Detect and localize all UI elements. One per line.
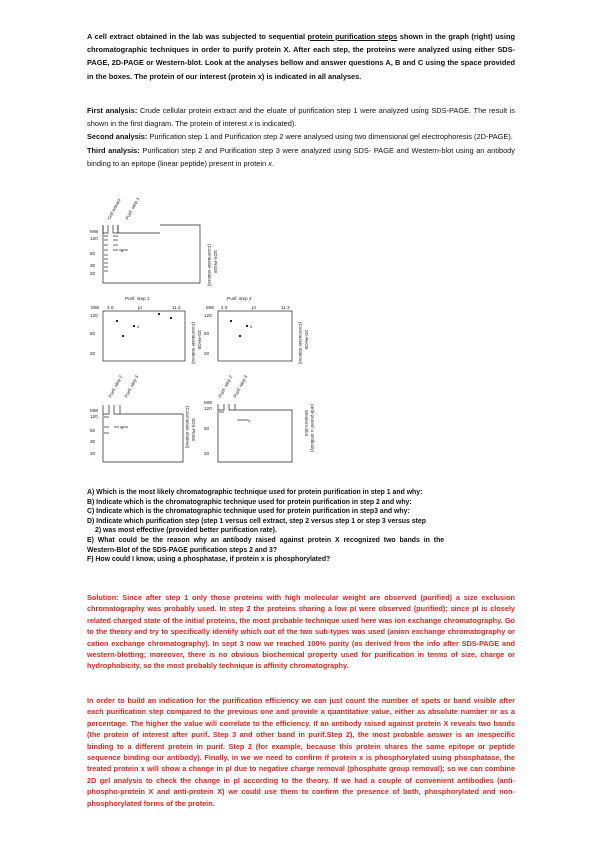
gel1-lane2-bands	[113, 236, 118, 250]
mw-20: 20	[90, 271, 96, 276]
question-a: A) Which is the most likely chromatographic technique used for protein purification in step 1 and why:	[87, 489, 423, 496]
purification-steps-link[interactable]: protein purification steps	[307, 32, 398, 41]
mw-120: 120	[90, 236, 98, 241]
mw-30: 30	[90, 263, 96, 268]
lane-label-purif1: Purif. step 1	[124, 196, 141, 221]
svg-text:Purif. step 2: Purif. step 2	[217, 374, 234, 399]
svg-text:50: 50	[90, 428, 96, 433]
svg-text:pI: pI	[252, 305, 256, 310]
svg-text:20: 20	[204, 351, 210, 356]
gel2-frame	[103, 311, 185, 361]
question-e-cont: Western-Blot of the SDS-PAGE purification steps 2 and 3?	[87, 546, 278, 554]
sds3-sublabel: (Coomassie stained)	[185, 406, 190, 449]
page2d-label-2: 2D-PAGE	[304, 330, 309, 350]
gel1-frame	[103, 225, 200, 283]
protein-x-label-2: x	[137, 324, 140, 329]
gel4-wells-frame	[103, 405, 183, 462]
svg-text:120: 120	[90, 313, 98, 318]
protein-x-label-1: x	[121, 248, 124, 253]
gel3-spots	[230, 320, 248, 337]
question-e: E) What could be the reason why an antibody raised against protein X recognized two bands in the	[87, 536, 445, 544]
svg-text:Purif. step 3: Purif. step 3	[232, 374, 249, 399]
svg-text:50: 50	[90, 331, 96, 336]
gel2-spots	[116, 313, 172, 337]
mw-50: 50	[90, 251, 96, 256]
question-d: D) Indicate which purification step (step 1 versus cell extract, step 2 versus step 1 or step 3 versus step	[87, 517, 426, 525]
protein-x-label-4: x	[121, 425, 124, 430]
page2d-sublabel-2: (Coomassie stained)	[298, 322, 303, 365]
svg-text:pI: pI	[138, 305, 142, 310]
svg-text:MW: MW	[90, 408, 99, 413]
title-purif1: Purif. step 1	[125, 296, 150, 301]
svg-text:20: 20	[90, 451, 96, 456]
gel3-frame	[218, 311, 292, 361]
svg-text:30: 30	[90, 439, 96, 444]
question-d-cont: 2) was most effective (provided better purification rate).	[95, 527, 277, 535]
gel5-bands	[219, 412, 243, 420]
svg-text:50: 50	[204, 331, 210, 336]
gel1-wells	[103, 225, 160, 233]
question-c: C) Indicate which is the chromatographic technique used for protein purification in step3 and why:	[87, 508, 410, 516]
sds3-label: SDS-PAGE	[191, 418, 196, 442]
sds1-label: SDS-PAGE	[213, 250, 218, 274]
gel1-lane1-bands	[104, 236, 108, 271]
gel4-bands	[104, 417, 119, 433]
svg-text:20: 20	[204, 451, 210, 456]
solution-paragraph-1: Solution: Since after step 1 only those proteins with high molecular weight are observed (purified) a size exclusion chromatography was probably used. In step 2 the proteins sharing a low pI were observed (purified); since pI is closely related charged state of the initial proteins, the most probable technique used here was ion exchange chromatography. Go to the theory and try to specifically identify which out of the two sub-types was used (anion exchange chromatography or cation exchange chromatography). In sept 3 now we reached 100% purity (as derived from the info after SDS-PAGE and western-blotting; moreover, there is no obvious biochemical property used for purification in terms of size, charge or hydrophobicity, so the most probably technique is affinity chromatography.	[87, 593, 515, 671]
svg-text:Purif. step 2: Purif. step 2	[107, 374, 124, 399]
solution-paragraph-2: In order to build an indication for the purification efficiency we can just count the number of spots or band visible after each purification step compared to the previous one and provide a quantitative value, either as absolute number or as a percentage. The higher the value will correlate to the efficiency. If an antibody raised against protein X reveals two bands (the protein of interest after purif. Step 3 and other band in purif.Step 2), the most probable answer is an inespecific binding to a different protein in purif. Step 2 (for example, because this protein shares the same epitope or peptide sequence binding our antibody). Finally, in we we need to confirm if protein x is phosphorylated using phosphatase, the treated protein x will show a change in pI due to negative charge removal (phosphate group removal); so we can combine 2D gel analysis to check the change in pI according to the theory. If we had a couple of convenient antibodies (anti-phospho-protein X and anti-protein X) we could use them to confirm the presence of both, phosphorylated and non-phosphorylated forms of the protein.	[87, 696, 515, 808]
sds1-sublabel: (Coomassie stained)	[207, 244, 212, 287]
svg-text:20: 20	[90, 351, 96, 356]
intro-paragraph: A cell extract obtained in the lab was subjected to sequential protein purification steps shown in the graph (right) using chromatographic techniques in order to purify protein X. After each step, the proteins were analyzed using either SDS-PAGE, 2D-PAGE or Western-blot. Look at the analyses bellow and answer questions A, B and C using the space provided in the boxes. The protein of our interest (protein x) is indicated in all analyses.	[87, 32, 515, 81]
page2d-sublabel-1: (Coomassie stained)	[191, 322, 196, 365]
svg-text:120: 120	[204, 313, 212, 318]
title-purif2: Purif. step 2	[227, 296, 252, 301]
svg-text:120: 120	[90, 414, 98, 419]
page2d-label-1: 2D-PAGE	[197, 330, 202, 350]
third-analysis: Third analysis: Purification step 2 and Purification step 3 were analyzed using SDS- PAGE and Western-blot using an antibody binding to an epitope (linear peptide) present in protein x.	[87, 145, 515, 168]
question-f: F) How could I know, using a phosphatase, if protein x is phosphorylated?	[87, 556, 331, 564]
svg-text:Purif. step 3: Purif. step 3	[123, 374, 140, 399]
gel5-wells-frame	[218, 404, 292, 462]
svg-text:MW: MW	[91, 305, 100, 310]
svg-text:MW: MW	[204, 400, 213, 405]
question-b: B) Indicate which is the chromatographic technique used for protein purification in step 2 and why:	[87, 498, 412, 506]
protein-x-label-5: x	[248, 418, 251, 423]
svg-text:11.3: 11.3	[281, 305, 290, 310]
first-analysis: First analysis: Crude cellular protein extract and the eluate of purification step 1 were analyzed using SDS-PAGE. The result is shown in the first diagram. The protein of interest x is indicated).	[87, 106, 516, 129]
mw-label: MW	[90, 229, 99, 234]
svg-text:4.0: 4.0	[107, 305, 114, 310]
wb-label: Western-blot	[304, 410, 309, 436]
wb-sublabel: (anti-protein x antibody)	[310, 404, 315, 453]
svg-text:11.3: 11.3	[172, 305, 181, 310]
questions-list	[87, 488, 517, 565]
lane-label-cell-extract: Cell extract	[106, 197, 122, 221]
protein-x-label-3: x	[250, 324, 253, 329]
svg-text:4.0: 4.0	[221, 305, 228, 310]
svg-text:50: 50	[204, 426, 210, 431]
second-analysis: Second analysis: Purification step 1 and Purification step 2 were analysed using two dimensional gel electrophoresis (2D-PAGE).	[87, 132, 513, 142]
svg-text:120: 120	[204, 406, 212, 411]
svg-text:MW: MW	[206, 305, 215, 310]
